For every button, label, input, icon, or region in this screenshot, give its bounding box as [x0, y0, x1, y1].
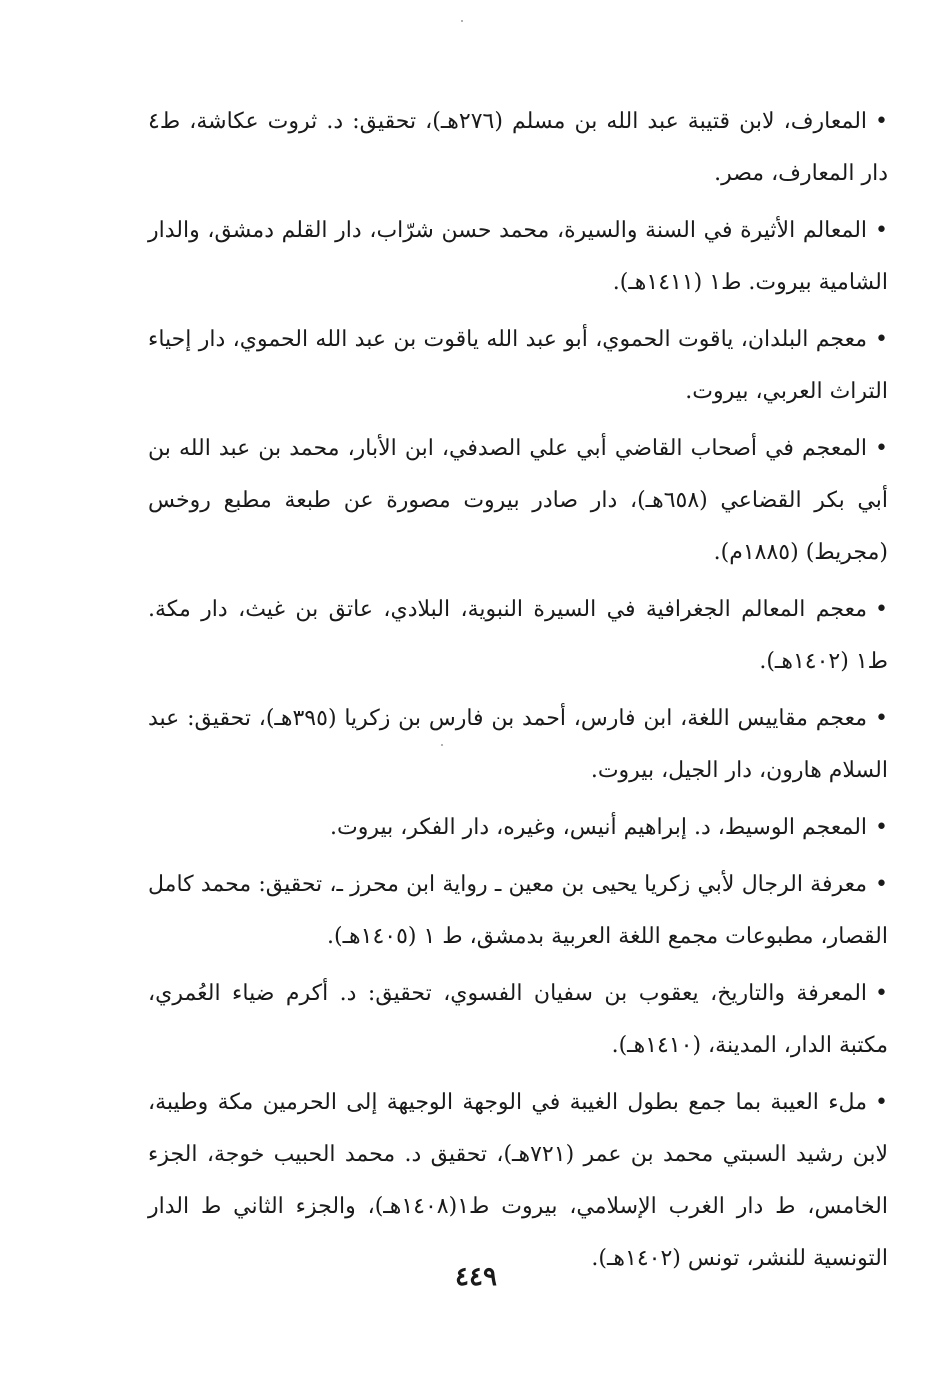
entry-text: المعرفة والتاريخ، يعقوب بن سفيان الفسوي، تحقيق: د. أكرم ضياء العُمري، مكتبة الدار، المدينة، (١٤١٠هـ). — [148, 981, 888, 1058]
entry-text: ملء العيبة بما جمع بطول الغيبة في الوجهة الوجيهة إلى الحرمين مكة وطيبة، لابن رشيد السبتي محمد بن عمر (٧٢١هـ)، تحقيق د. محمد الحبيب خوجة، الجزء الخامس، ط دار الغرب الإسلامي، بيروت ط١(١٤٠٨هـ)، والجزء الثاني ط الدار التونسية للنشر، تونس (١٤٠٢هـ). — [148, 1090, 888, 1271]
bibliography-list — [148, 96, 888, 1290]
bullet-icon: • — [875, 872, 888, 897]
bullet-icon: • — [875, 436, 888, 461]
entry-text: معرفة الرجال لأبي زكريا يحيى بن معين ـ رواية ابن محرز ـ، تحقيق: محمد كامل القصار، مطبوعات مجمع اللغة العربية بدمشق، ط ١ (١٤٠٥هـ). — [148, 872, 888, 949]
bibliography-entry — [148, 859, 888, 963]
bibliography-entry — [148, 205, 888, 309]
bibliography-entry — [148, 802, 888, 854]
bullet-icon: • — [875, 706, 888, 731]
scan-speck — [461, 20, 463, 22]
bibliography-entry — [148, 423, 888, 579]
bibliography-entry — [148, 1077, 888, 1285]
entry-text: المعالم الأثيرة في السنة والسيرة، محمد حسن شرّاب، دار القلم دمشق، والدار الشامية بيروت. ط١ (١٤١١هـ). — [148, 218, 888, 295]
entry-text: معجم مقاييس اللغة، ابن فارس، أحمد بن فارس بن زكريا (٣٩٥هـ)، تحقيق: عبد السلام هارون، دار الجيل، بيروت. — [148, 706, 888, 783]
bullet-icon: • — [875, 815, 888, 840]
bullet-icon: • — [875, 1090, 888, 1115]
bibliography-entry — [148, 968, 888, 1072]
bullet-icon: • — [875, 218, 888, 243]
entry-text: معجم البلدان، ياقوت الحموي، أبو عبد الله ياقوت بن عبد الله الحموي، دار إحياء التراث العربي، بيروت. — [148, 327, 888, 404]
bibliography-entry — [148, 96, 888, 200]
bullet-icon: • — [875, 109, 888, 134]
bullet-icon: • — [875, 981, 888, 1006]
bibliography-entry — [148, 314, 888, 418]
entry-text: المعارف، لابن قتيبة عبد الله بن مسلم (٢٧٦هـ)، تحقيق: د. ثروت عكاشة، ط٤ دار المعارف، مصر. — [148, 109, 888, 186]
entry-text: معجم المعالم الجغرافية في السيرة النبوية، البلادي، عاتق بن غيث، دار مكة. ط١ (١٤٠٢هـ). — [148, 597, 888, 674]
bullet-icon: • — [875, 597, 888, 622]
entry-text: المعجم في أصحاب القاضي أبي علي الصدفي، ابن الأبار، محمد بن عبد الله بن أبي بكر القضاعي (٦٥٨هـ)، دار صادر بيروت مصورة عن طبعة مطبع روخس (مجريط) (١٨٨٥م). — [148, 436, 888, 565]
bibliography-entry — [148, 693, 888, 797]
page-number: ٤٤٩ — [455, 1262, 497, 1292]
entry-text: المعجم الوسيط، د. إبراهيم أنيس، وغيره، دار الفكر، بيروت. — [330, 815, 868, 840]
bibliography-entry — [148, 584, 888, 688]
bullet-icon: • — [875, 327, 888, 352]
